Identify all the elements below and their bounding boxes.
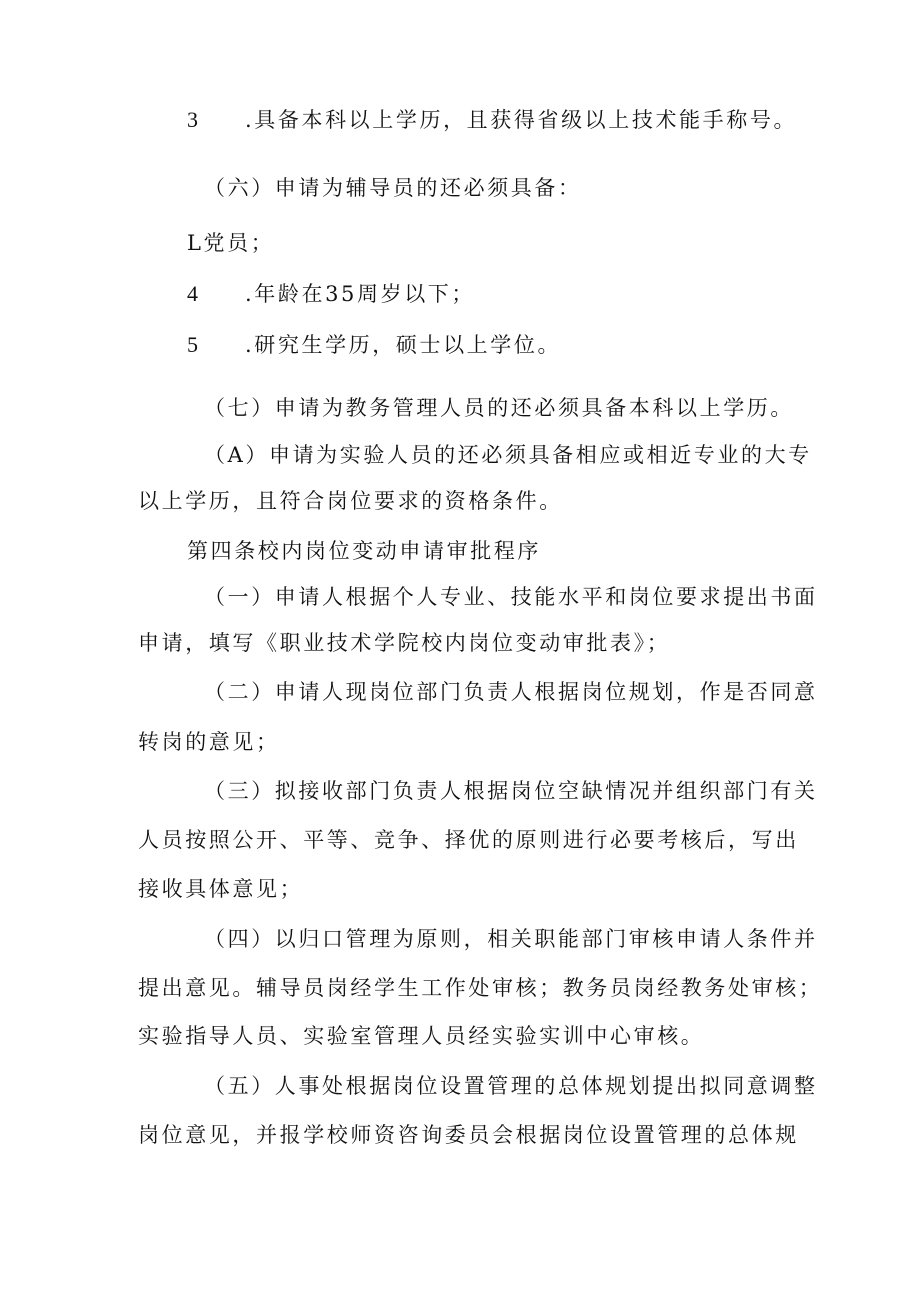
paragraph-6 <box>204 173 582 203</box>
paragraph-text: （五）人事处根据岗位设置管理的总体规划提出拟同意调整 <box>204 1074 818 1098</box>
paragraph-text: （三）拟接收部门负责人根据岗位空缺情况并组织部门有关 <box>204 779 818 803</box>
paragraph-8-line-1 <box>204 440 812 470</box>
paragraph-text: （六）申请为辅导员的还必须具备： <box>204 176 582 200</box>
paragraph-text: 申请，填写《职业技术学院校内岗位变动审批表》； <box>138 631 671 655</box>
step-3-line-2 <box>138 825 799 855</box>
paragraph-text: 实验指导人员、实验室管理人员经实验实训中心审核。 <box>138 1024 705 1048</box>
paragraph-8-line-2 <box>138 486 563 516</box>
paragraph-text: 以上学历，且符合岗位要求的资格条件。 <box>138 489 563 513</box>
step-5-line-1 <box>204 1071 818 1101</box>
step-1-line-2 <box>138 628 670 658</box>
item-number: 3 <box>187 107 201 132</box>
paragraph-text: （七）申请为教务管理人员的还必须具备本科以上学历。 <box>204 396 794 420</box>
item-3 <box>187 105 797 135</box>
paragraph-text: 接收具体意见； <box>138 877 304 901</box>
paragraph-text: （A）申请为实验人员的还必须具备相应或相近专业的大专 <box>204 443 812 467</box>
paragraph-text: 提出意见。辅导员岗经学生工作处审核；教务员岗经教务处审核； <box>138 976 823 1000</box>
step-4-line-3 <box>138 1021 704 1051</box>
item-5 <box>187 330 561 360</box>
item-number: 4 <box>187 281 201 306</box>
step-4-line-2 <box>138 973 822 1003</box>
step-5-line-2 <box>138 1120 799 1150</box>
paragraph-text: （一）申请人根据个人专业、技能水平和岗位要求提出书面 <box>204 585 818 609</box>
item-4 <box>187 279 475 309</box>
step-2-line-1 <box>204 677 818 707</box>
step-3-line-3 <box>138 874 303 904</box>
step-2-line-2 <box>138 727 280 757</box>
article-4-heading <box>187 536 541 566</box>
heading-text: 第四条校内岗位变动申请审批程序 <box>187 539 541 563</box>
paragraph-text: 人员按照公开、平等、竞争、择优的原则进行必要考核后，写出 <box>138 828 799 852</box>
item-text: .研究生学历，硕士以上学位。 <box>245 333 562 357</box>
paragraph-text: （四）以归口管理为原则，相关职能部门审核申请人条件并 <box>204 927 818 951</box>
item-text: .具备本科以上学历，且获得省级以上技术能手称号。 <box>245 108 798 132</box>
paragraph-text: （二）申请人现岗位部门负责人根据岗位规划，作是否同意 <box>204 680 818 704</box>
paragraph-7 <box>204 393 794 423</box>
item-1 <box>187 228 274 258</box>
item-number: 5 <box>187 332 201 357</box>
step-1-line-1 <box>204 582 818 612</box>
paragraph-text: 转岗的意见； <box>138 730 280 754</box>
paragraph-text: 岗位意见，并报学校师资咨询委员会根据岗位设置管理的总体规 <box>138 1123 799 1147</box>
step-3-line-1 <box>204 776 818 806</box>
step-4-line-1 <box>204 924 818 954</box>
item-text: L党员； <box>187 231 275 255</box>
item-text: .年龄在35周岁以下； <box>245 282 475 306</box>
